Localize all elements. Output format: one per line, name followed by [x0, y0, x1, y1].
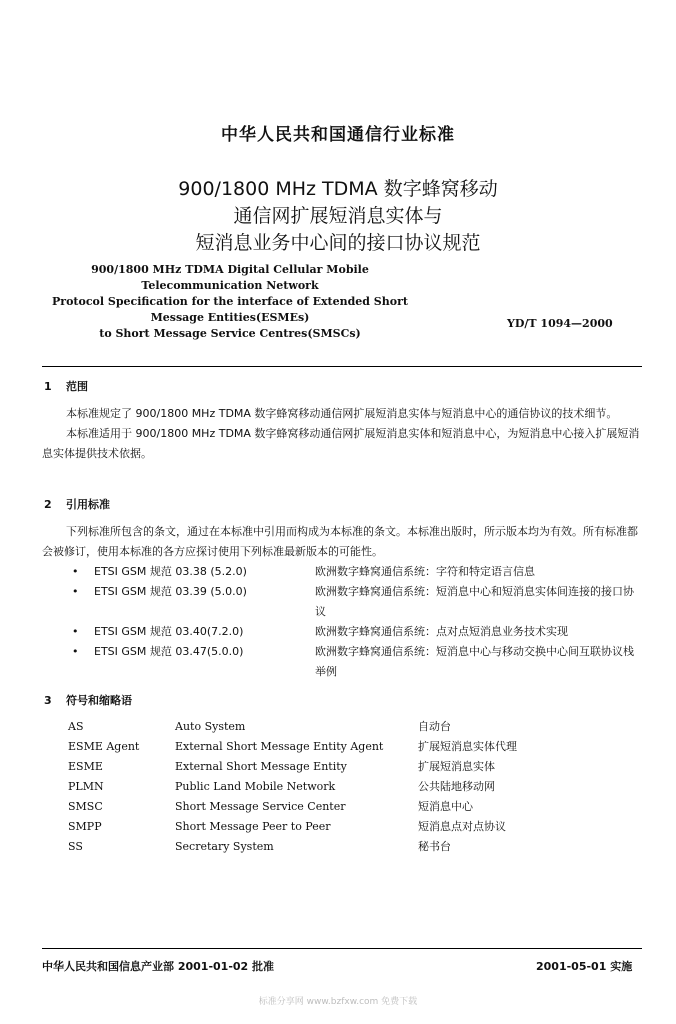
- watermark: 标准分享网 www.bzfxw.com 免费下载: [258, 997, 418, 1007]
- section-2-intro: [42, 522, 642, 562]
- abbr-row: [0, 798, 676, 816]
- bullet: •: [72, 625, 79, 638]
- abbr-term: SMSC: [68, 800, 103, 813]
- section-number: 3: [44, 694, 52, 707]
- header-divider: [42, 366, 642, 367]
- section-title: 范围: [66, 380, 88, 393]
- abbr-term: PLMN: [68, 780, 104, 793]
- standard-number: YD/T 1094—2000: [507, 317, 613, 330]
- reference-desc: 欧洲数字蜂窝通信系统：短消息中心和短消息实体间连接的接口协议: [315, 585, 634, 618]
- abbr-chinese: 短消息中心: [418, 800, 473, 813]
- title-cn-line-3: 短消息业务中心间的接口协议规范: [195, 232, 481, 254]
- section-1-heading: [44, 378, 88, 394]
- footer-divider: [42, 948, 642, 949]
- title-cn-line-2: 通信网扩展短消息实体与: [233, 205, 443, 227]
- industry-title: 中华人民共和国通信行业标准: [221, 125, 455, 145]
- abbr-row: [0, 818, 676, 836]
- abbr-term: ESME Agent: [68, 740, 140, 753]
- abbr-english: External Short Message Entity Agent: [175, 740, 384, 753]
- reference-desc: 欧洲数字蜂窝通信系统：短消息中心与移动交换中心间互联协议栈举例: [315, 645, 634, 678]
- abbr-english: Secretary System: [175, 840, 274, 853]
- abbr-term: SS: [68, 840, 83, 853]
- approval-info: 中华人民共和国信息产业部 2001-01-02 批准: [42, 960, 275, 973]
- abbr-english: Short Message Service Center: [175, 800, 346, 813]
- abbr-row: [0, 838, 676, 856]
- abbr-english: Auto System: [175, 720, 246, 733]
- paragraph: 本标准规定了 900/1800 MHz TDMA 数字蜂窝移动通信网扩展短消息实体与短消息中心的通信协议的技术细节。: [66, 407, 618, 420]
- section-number: 1: [44, 380, 52, 393]
- reference-code: ETSI GSM 规范 03.38 (5.2.0): [94, 565, 247, 578]
- abbr-english: External Short Message Entity: [175, 760, 347, 773]
- effective-date: 2001-05-01 实施: [536, 960, 633, 973]
- abbr-english: Public Land Mobile Network: [175, 780, 336, 793]
- abbr-row: [0, 758, 676, 776]
- abbr-row: [0, 738, 676, 756]
- section-2-heading: [44, 496, 110, 512]
- reference-code: ETSI GSM 规范 03.39 (5.0.0): [94, 585, 247, 598]
- abbr-term: ESME: [68, 760, 103, 773]
- title-en: [40, 262, 420, 342]
- abbr-term: AS: [68, 720, 84, 733]
- reference-desc: 欧洲数字蜂窝通信系统：字符和特定语言信息: [315, 565, 535, 578]
- abbr-chinese: 扩展短消息实体代理: [418, 740, 517, 753]
- abbr-chinese: 扩展短消息实体: [418, 760, 495, 773]
- section-title: 引用标准: [66, 498, 110, 511]
- abbr-chinese: 公共陆地移动网: [418, 780, 495, 793]
- title-en-line-4: Message Entities(ESMEs): [150, 311, 310, 324]
- title-en-line-5: to Short Message Service Centres(SMSCs): [99, 327, 361, 340]
- reference-code: ETSI GSM 规范 03.40(7.2.0): [94, 625, 244, 638]
- abbr-chinese: 自动台: [418, 720, 451, 733]
- section-1-body: [42, 404, 642, 464]
- section-title: 符号和缩略语: [66, 694, 132, 707]
- bullet: •: [72, 565, 79, 578]
- abbr-row: [0, 778, 676, 796]
- bullet: •: [72, 645, 79, 658]
- abbr-english: Short Message Peer to Peer: [175, 820, 331, 833]
- title-cn-line-1: 900/1800 MHz TDMA 数字蜂窝移动: [178, 178, 498, 200]
- title-en-line-2: Telecommunication Network: [141, 279, 319, 292]
- abbr-term: SMPP: [68, 820, 102, 833]
- reference-desc: 欧洲数字蜂窝通信系统：点对点短消息业务技术实现: [315, 625, 568, 638]
- section-3-heading: [44, 692, 132, 708]
- bullet: •: [72, 585, 79, 598]
- abbr-row: [0, 718, 676, 736]
- title-en-line-3: Protocol Specification for the interface of Extended Short: [52, 295, 408, 308]
- paragraph: 下列标准所包含的条文，通过在本标准中引用而构成为本标准的条文。本标准出版时，所示版本均为有效。所有标准都会被修订，使用本标准的各方应探讨使用下列标准最新版本的可能性。: [42, 525, 638, 558]
- abbr-chinese: 短消息点对点协议: [418, 820, 506, 833]
- section-number: 2: [44, 498, 52, 511]
- reference-code: ETSI GSM 规范 03.47(5.0.0): [94, 645, 244, 658]
- paragraph: 本标准适用于 900/1800 MHz TDMA 数字蜂窝移动通信网扩展短消息实体和短消息中心，为短消息中心接入扩展短消息实体提供技术依据。: [42, 427, 640, 460]
- abbr-chinese: 秘书台: [418, 840, 451, 853]
- title-en-line-1: 900/1800 MHz TDMA Digital Cellular Mobile: [91, 263, 369, 276]
